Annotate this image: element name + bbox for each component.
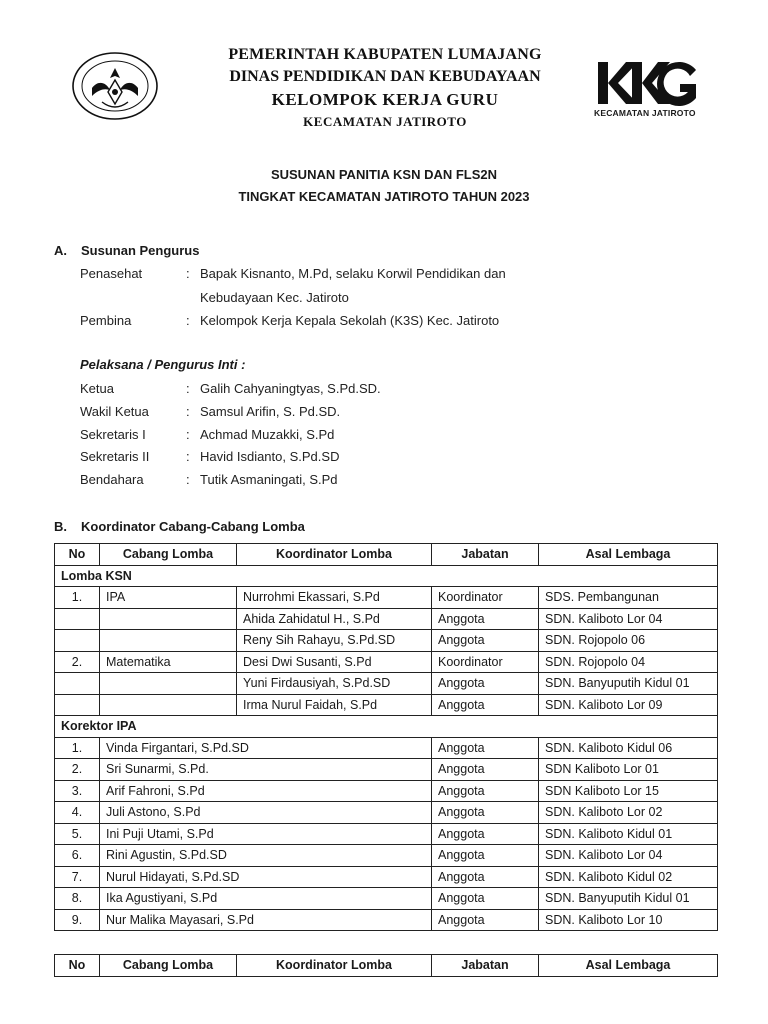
table-row: Reny Sih Rahayu, S.Pd.SD Anggota SDN. Rojopolo 06 xyxy=(55,630,718,652)
district-name: KECAMATAN JATIROTO xyxy=(303,114,467,129)
table-header-row xyxy=(55,544,718,566)
table-row: 6. Rini Agustin, S.Pd.SD Anggota SDN. Kaliboto Lor 04 xyxy=(55,845,718,867)
column-header: Koordinator Lomba xyxy=(237,955,432,977)
section-a-heading: A. Susunan Pengurus xyxy=(54,243,200,258)
table-row: 3. Arif Fahroni, S.Pd Anggota SDN Kaliboto Lor 15 xyxy=(55,780,718,802)
tut-wuri-handayani-emblem-icon xyxy=(70,50,160,122)
coordinator-table-continued xyxy=(54,954,718,977)
table-row: 1. Vinda Firgantari, S.Pd.SD Anggota SDN. Kaliboto Kidul 06 xyxy=(55,737,718,759)
column-header: Cabang Lomba xyxy=(100,955,237,977)
column-header: Jabatan xyxy=(432,544,539,566)
table-row: 4. Juli Astono, S.Pd Anggota SDN. Kaliboto Lor 02 xyxy=(55,802,718,824)
column-header: Jabatan xyxy=(432,955,539,977)
letterhead xyxy=(0,0,768,140)
kkg-logo-caption: KECAMATAN JATIROTO xyxy=(594,108,696,118)
table-row: Irma Nurul Faidah, S.Pd Anggota SDN. Kaliboto Lor 09 xyxy=(55,694,718,716)
coordinator-table xyxy=(54,543,718,931)
table-row: 9. Nur Malika Mayasari, S.Pd Anggota SDN. Kaliboto Lor 10 xyxy=(55,909,718,931)
group-row: Lomba KSN xyxy=(55,565,718,587)
table-row: 5. Ini Puji Utami, S.Pd Anggota SDN. Kaliboto Kidul 01 xyxy=(55,823,718,845)
table-header-row xyxy=(55,955,718,977)
section-b-heading: B. Koordinator Cabang-Cabang Lomba xyxy=(54,519,305,534)
core-committee-heading: Pelaksana / Pengurus Inti : xyxy=(80,357,246,372)
table-row: Ahida Zahidatul H., S.Pd Anggota SDN. Kaliboto Lor 04 xyxy=(55,608,718,630)
column-header: Cabang Lomba xyxy=(100,544,237,566)
column-header: Asal Lembaga xyxy=(539,955,718,977)
table-row: 1. IPA Nurrohmi Ekassari, S.Pd Koordinator SDS. Pembangunan xyxy=(55,587,718,609)
column-header: Koordinator Lomba xyxy=(237,544,432,566)
document-subtitle: TINGKAT KECAMATAN JATIROTO TAHUN 2023 xyxy=(238,189,530,204)
organization-name: KELOMPOK KERJA GURU xyxy=(271,90,499,109)
table-row: 8. Ika Agustiyani, S.Pd Anggota SDN. Banyuputih Kidul 01 xyxy=(55,888,718,910)
column-header: No xyxy=(55,544,100,566)
column-header: Asal Lembaga xyxy=(539,544,718,566)
table-row: 2. Matematika Desi Dwi Susanti, S.Pd Koordinator SDN. Rojopolo 04 xyxy=(55,651,718,673)
govt-name: PEMERINTAH KABUPATEN LUMAJANG xyxy=(228,46,542,63)
table-row: 2. Sri Sunarmi, S.Pd. Anggota SDN Kaliboto Lor 01 xyxy=(55,759,718,781)
document-title: SUSUNAN PANITIA KSN DAN FLS2N xyxy=(270,167,498,182)
department-name: DINAS PENDIDIKAN DAN KEBUDAYAAN xyxy=(229,68,541,85)
group-row: Korektor IPA xyxy=(55,716,718,738)
table-row: 7. Nurul Hidayati, S.Pd.SD Anggota SDN. Kaliboto Kidul 02 xyxy=(55,866,718,888)
column-header: No xyxy=(55,955,100,977)
table-row: Yuni Firdausiyah, S.Pd.SD Anggota SDN. Banyuputih Kidul 01 xyxy=(55,673,718,695)
